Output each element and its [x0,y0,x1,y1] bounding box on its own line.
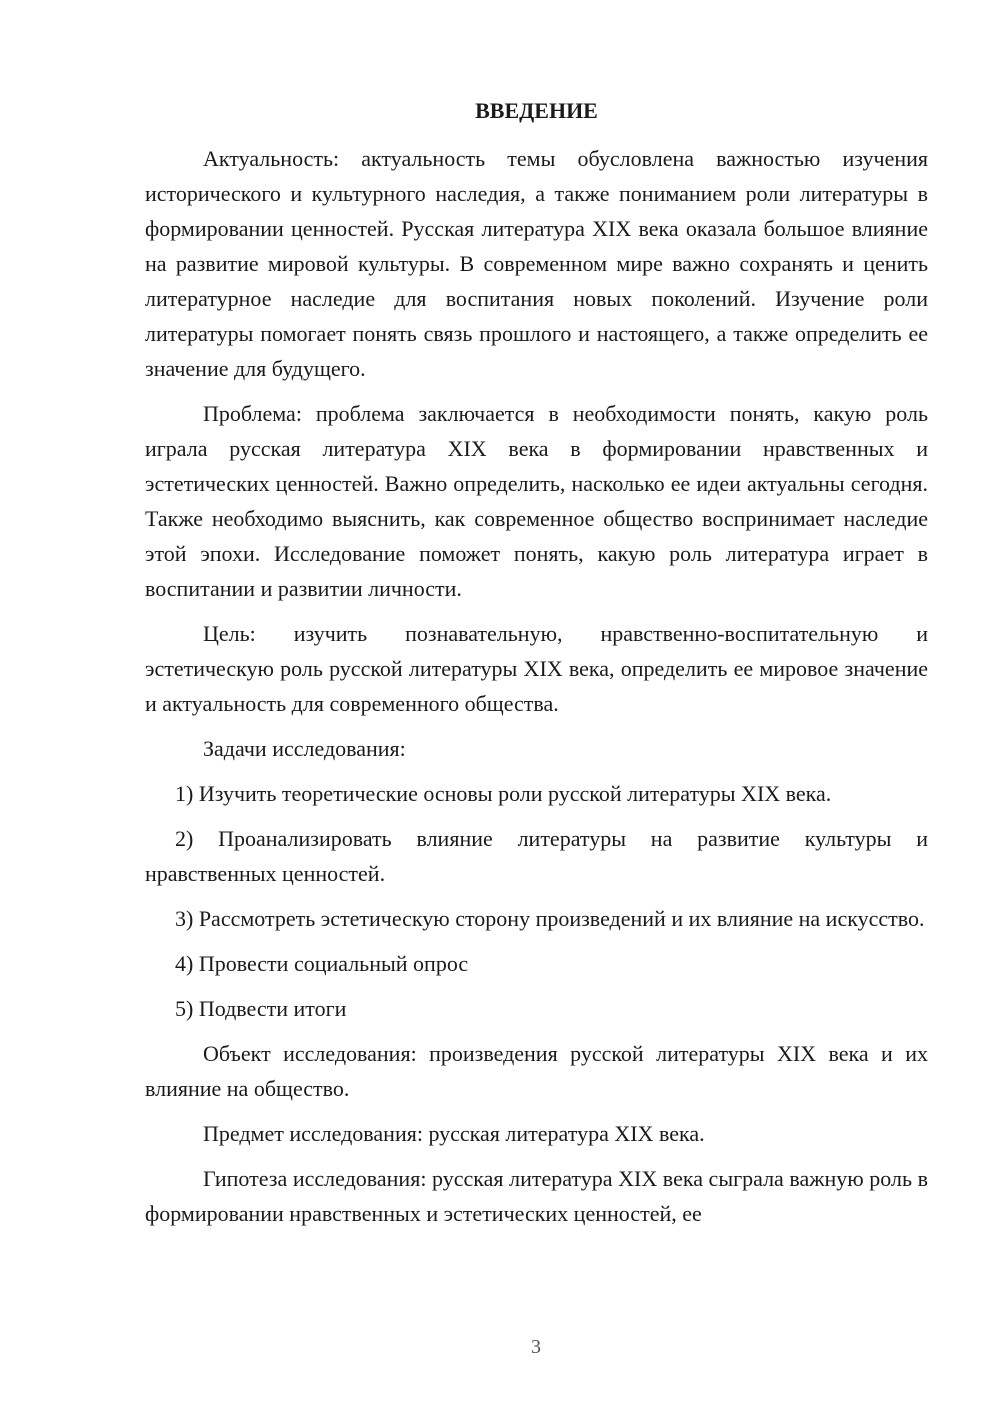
task-item-2: 2) Проанализировать влияние литературы на развитие культуры и нравственных ценностей. [145,826,928,886]
page-number: 3 [531,1336,541,1358]
paragraph-relevance: Актуальность: актуальность темы обусловлена важностью изучения исторического и культурного наследия, а также пониманием роли литературы в формировании ценностей. Русская литература XIX века оказала большое влияние на развитие мировой культуры. В современном мире важно сохранять и ценить литературное наследие для воспитания новых поколений. Изучение роли литературы помогает понять связь прошлого и настоящего, а также определить ее значение для будущего. [145,146,928,381]
paragraph-hypothesis: Гипотеза исследования: русская литература XIX века сыграла важную роль в формировании нравственных и эстетических ценностей, ее [145,1166,928,1226]
task-item-1: 1) Изучить теоретические основы роли русской литературы XIX века. [175,781,832,806]
paragraph-goal: Цель: изучить познавательную, нравственно-воспитательную и эстетическую роль русской литературы XIX века, определить ее мировое значение и актуальность для современного общества. [145,621,928,716]
paragraph-problem: Проблема: проблема заключается в необходимости понять, какую роль играла русская литература XIX века в формировании нравственных и эстетических ценностей. Важно определить, насколько ее идеи актуальны сегодня. Также необходимо выяснить, как современное общество воспринимает наследие этой эпохи. Исследование поможет понять, какую роль литература играет в воспитании и развитии личности. [145,401,928,601]
paragraph-subject: Предмет исследования: русская литература XIX века. [203,1121,705,1146]
task-item-3: 3) Рассмотреть эстетическую сторону произведений и их влияние на искусство. [175,906,925,931]
section-heading: ВВЕДЕНИЕ [475,98,598,123]
page-content [145,96,928,1241]
task-item-5: 5) Подвести итоги [175,996,347,1021]
paragraph-tasks-intro: Задачи исследования: [203,736,406,761]
task-item-4: 4) Провести социальный опрос [175,951,469,976]
paragraph-object: Объект исследования: произведения русской литературы XIX века и их влияние на общество. [145,1041,928,1101]
